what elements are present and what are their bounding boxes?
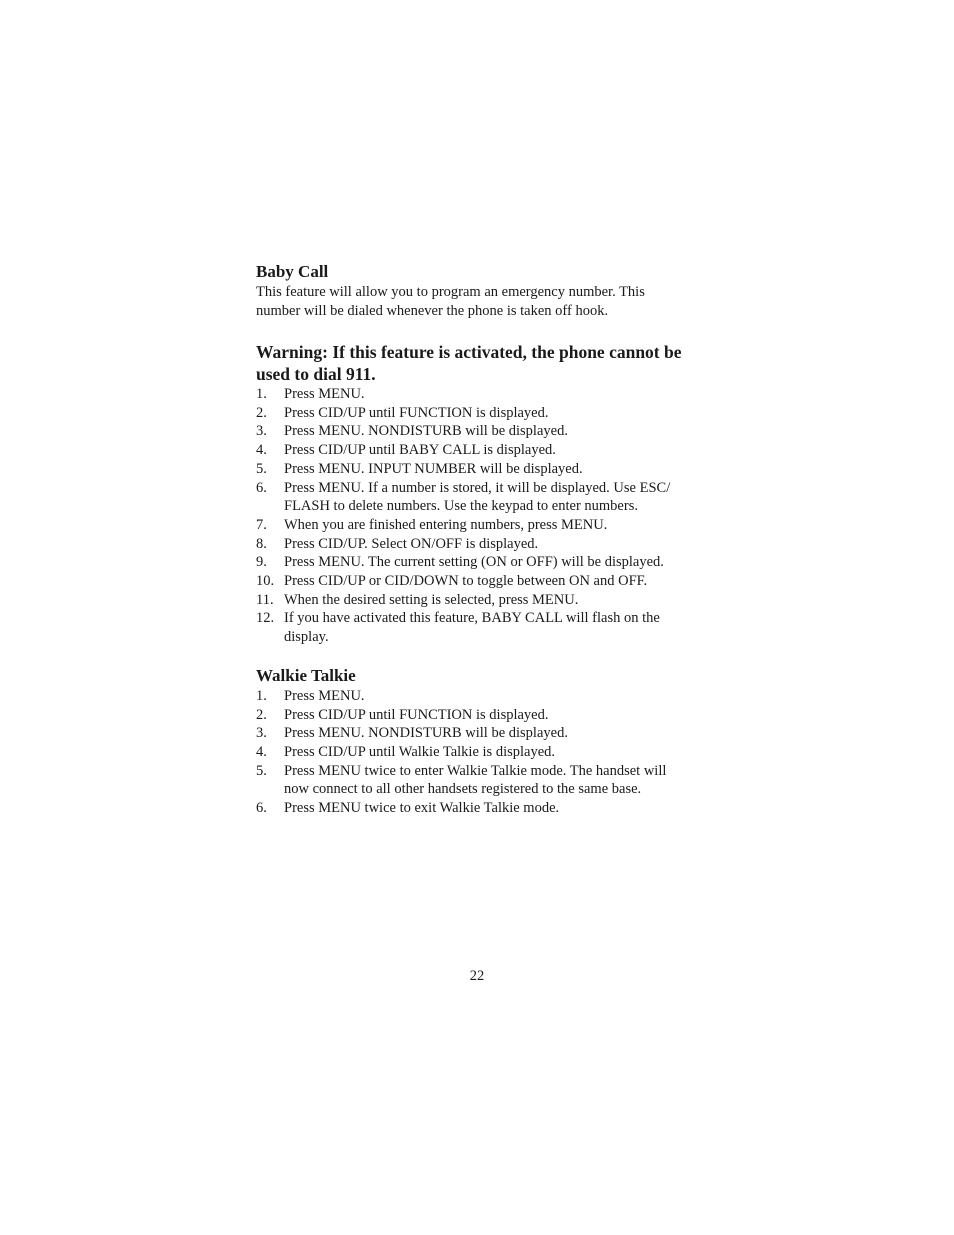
step-number: 7.: [256, 516, 267, 533]
step-number: 6.: [256, 800, 267, 817]
step-text-line: display.: [284, 629, 329, 646]
list-item: [256, 441, 706, 460]
step-text-line: Press CID/UP until Walkie Talkie is displayed.: [284, 743, 556, 760]
step-text: [284, 799, 706, 818]
step-text-line: Press MENU. NONDISTURB will be displayed.: [284, 725, 568, 742]
step-number: 2.: [256, 706, 267, 723]
list-item: [256, 404, 706, 423]
baby-call-warning: [256, 341, 706, 385]
walkie-talkie-steps: [256, 687, 706, 818]
step-number: 8.: [256, 535, 267, 552]
baby-call-steps: [256, 385, 706, 647]
step-text-line: Press MENU. The current setting (ON or OFF) will be displayed.: [284, 554, 664, 571]
step-text-line: Press CID/UP until FUNCTION is displayed.: [284, 706, 549, 723]
step-number: 1.: [256, 386, 267, 402]
step-text: [284, 706, 706, 725]
step-number: 10.: [256, 573, 275, 590]
list-item: [256, 762, 706, 799]
step-text-line: now connect to all other handsets registered to the same base.: [284, 781, 642, 798]
step-number: 11.: [256, 591, 274, 608]
manual-page-content: [256, 261, 706, 818]
step-text: [284, 441, 706, 460]
step-number: 4.: [256, 743, 267, 760]
step-number: 4.: [256, 442, 267, 459]
page-number: 22: [469, 968, 485, 984]
list-item: [256, 591, 706, 610]
step-text-line: Press MENU. NONDISTURB will be displayed.: [284, 423, 568, 440]
step-text: [284, 460, 706, 479]
list-item: [256, 724, 706, 743]
step-text: [284, 724, 706, 743]
step-number: 5.: [256, 762, 267, 779]
list-item: [256, 743, 706, 762]
step-text: [284, 687, 706, 706]
step-number: 3.: [256, 725, 267, 742]
baby-call-heading: Baby Call: [256, 262, 329, 281]
step-text-line: When you are finished entering numbers, press MENU.: [284, 516, 608, 533]
step-text-line: Press CID/UP until FUNCTION is displayed.: [284, 404, 549, 421]
step-text-line: Press CID/UP. Select ON/OFF is displayed.: [284, 535, 539, 552]
list-item: [256, 479, 706, 516]
list-item: [256, 687, 706, 706]
step-number: 2.: [256, 404, 267, 421]
step-text: [284, 404, 706, 423]
list-item: [256, 553, 706, 572]
step-text: [284, 572, 706, 591]
baby-call-intro-line-2: number will be dialed whenever the phone is taken off hook.: [256, 303, 609, 319]
baby-call-intro-line-1: This feature will allow you to program an emergency number. This: [256, 284, 645, 300]
step-text: [284, 609, 706, 646]
step-text: [284, 516, 706, 535]
step-text-line: Press CID/UP or CID/DOWN to toggle between ON and OFF.: [284, 573, 648, 590]
step-number: 9.: [256, 554, 267, 571]
step-text-line: Press MENU. If a number is stored, it will be displayed. Use ESC/: [284, 479, 671, 496]
list-item: [256, 460, 706, 479]
step-text-line: Press MENU.: [284, 687, 365, 704]
step-number: 3.: [256, 423, 267, 440]
step-number: 12.: [256, 610, 275, 627]
step-text-line: FLASH to delete numbers. Use the keypad to enter numbers.: [284, 498, 638, 515]
step-number: 1.: [256, 687, 267, 704]
list-item: [256, 516, 706, 535]
list-item: [256, 572, 706, 591]
list-item: [256, 535, 706, 554]
step-text: [284, 385, 706, 404]
step-number: 6.: [256, 479, 267, 496]
list-item: [256, 609, 706, 646]
step-text: [284, 479, 706, 516]
step-text: [284, 743, 706, 762]
step-text: [284, 422, 706, 441]
baby-call-intro: [256, 283, 706, 321]
step-text: [284, 762, 706, 799]
step-text: [284, 553, 706, 572]
step-text-line: If you have activated this feature, BABY CALL will flash on the: [284, 610, 660, 627]
baby-call-warning-line-2: used to dial 911.: [256, 364, 376, 384]
list-item: [256, 422, 706, 441]
step-text-line: Press CID/UP until BABY CALL is displayed.: [284, 442, 556, 459]
step-text-line: Press MENU twice to exit Walkie Talkie mode.: [284, 800, 560, 817]
list-item: [256, 385, 706, 404]
list-item: [256, 799, 706, 818]
step-text: [284, 535, 706, 554]
step-text-line: Press MENU. INPUT NUMBER will be displayed.: [284, 460, 583, 477]
baby-call-warning-line-1: Warning: If this feature is activated, the phone cannot be: [256, 342, 682, 362]
step-text-line: Press MENU twice to enter Walkie Talkie mode. The handset will: [284, 762, 667, 779]
step-text: [284, 591, 706, 610]
step-text-line: Press MENU.: [284, 386, 365, 402]
step-text-line: When the desired setting is selected, press MENU.: [284, 591, 579, 608]
step-number: 5.: [256, 460, 267, 477]
list-item: [256, 706, 706, 725]
walkie-talkie-heading: Walkie Talkie: [256, 665, 356, 685]
